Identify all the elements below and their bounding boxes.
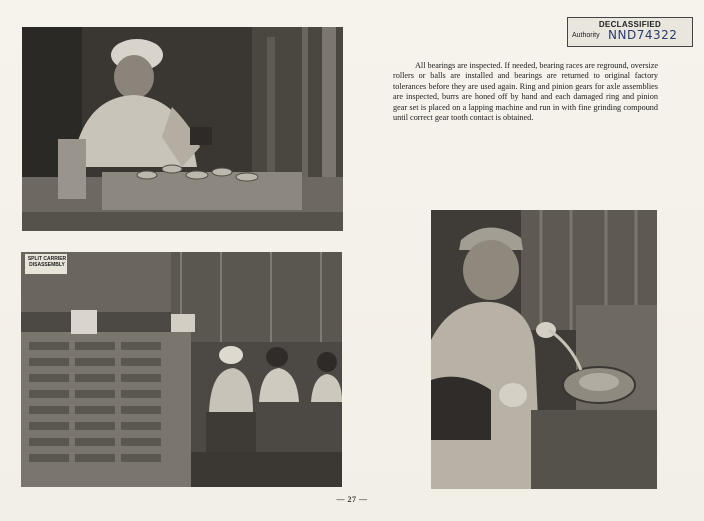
stamp-authority-number: NND74322: [608, 28, 678, 42]
body-paragraph: All bearings are inspected. If needed, bearing races are reground, oversize rollers or balls are installed and bearings are returned to original factory tolerances before they are used again. Ring and pinion gears for axle assemblies are inspected, burrs are honed off by hand and each damaged ring and pinion gear set is placed on a lapping machine and run in with fine grinding compound until correct gear tooth contact is obtained.: [393, 61, 658, 123]
stamp-title: DECLASSIFIED: [598, 20, 662, 29]
sign-line-1: SPLIT CARRIER: [27, 256, 67, 262]
page-number: — 27 —: [336, 495, 368, 504]
disassembly-sign: [27, 256, 67, 268]
sign-line-2: DISASSEMBLY: [29, 262, 65, 268]
declassified-stamp: [567, 17, 693, 47]
stamp-authority-label: Authority: [572, 32, 600, 39]
split-carrier-disassembly-photo: [21, 252, 342, 487]
bearing-inspection-photo: [22, 27, 343, 231]
gear-lapping-photo: [431, 210, 657, 489]
